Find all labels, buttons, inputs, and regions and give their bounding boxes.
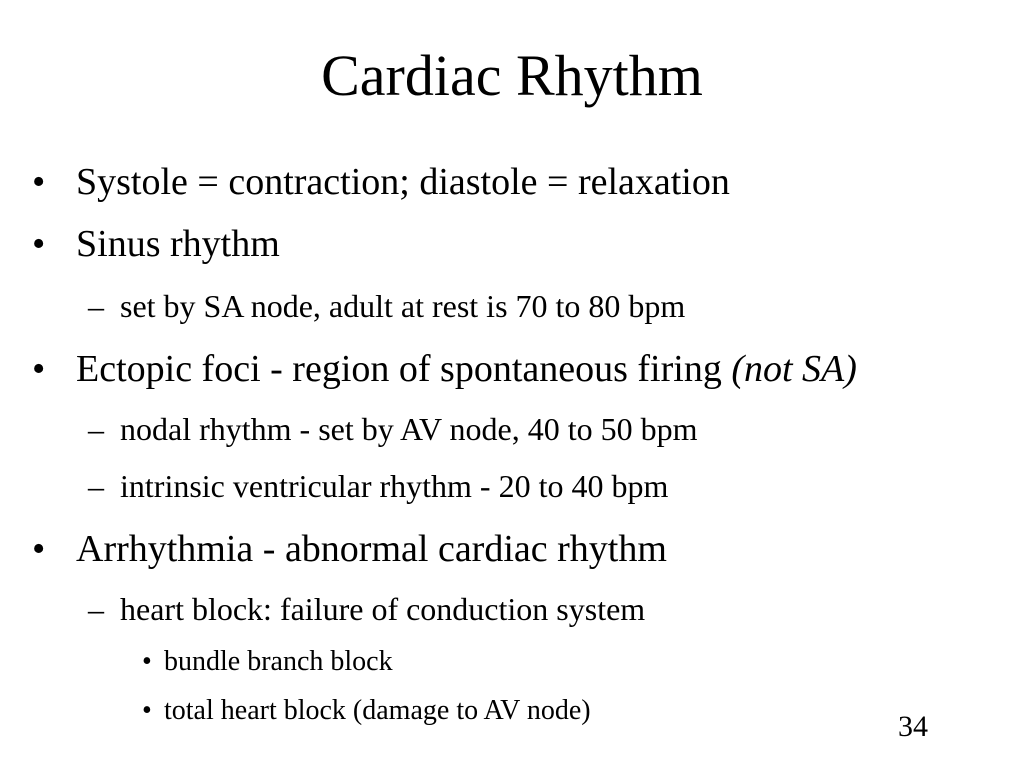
bullet-marker: • [32,223,46,265]
bullet-marker: • [32,161,46,203]
sub-bullet-text: heart block: failure of conduction system [120,591,646,627]
bullet-marker: • [32,348,46,390]
bullet-marker: • [32,528,46,570]
sub-bullet-text: intrinsic ventricular rhythm - 20 to 40 bpm [120,468,669,504]
sub-sub-bullet-total-heart-block [142,694,591,728]
sub-bullet-ventricular-rhythm [88,467,669,505]
bullet-text: Ectopic foci - region of spontaneous firing [76,348,732,390]
slide-title: Cardiac Rhythm [321,43,703,108]
bullet-emphasis: (not SA) [731,348,857,390]
bullet-text: Sinus rhythm [76,223,280,265]
bullet-text: Arrhythmia - abnormal cardiac rhythm [76,528,667,570]
dash-marker: – [88,468,104,504]
dash-marker: – [88,591,104,627]
sub-sub-bullet-bundle-branch [142,645,393,679]
sub-sub-bullet-text: bundle branch block [164,646,393,677]
bullet-marker: • [142,646,152,677]
bullet-ectopic-foci [32,347,857,391]
sub-bullet-sa-node [88,287,686,325]
page-number: 34 [898,710,928,743]
sub-sub-bullet-text: total heart block (damage to AV node) [164,695,591,726]
bullet-sinus-rhythm [32,222,280,266]
sub-bullet-heart-block [88,590,646,628]
sub-bullet-text: set by SA node, adult at rest is 70 to 80 bpm [120,288,686,324]
dash-marker: – [88,288,104,324]
sub-bullet-text: nodal rhythm - set by AV node, 40 to 50 bpm [120,411,698,447]
sub-bullet-nodal-rhythm [88,410,698,448]
bullet-systole [32,160,730,204]
dash-marker: – [88,411,104,447]
bullet-arrhythmia [32,527,667,571]
bullet-marker: • [142,695,152,726]
bullet-text: Systole = contraction; diastole = relaxation [76,161,730,203]
